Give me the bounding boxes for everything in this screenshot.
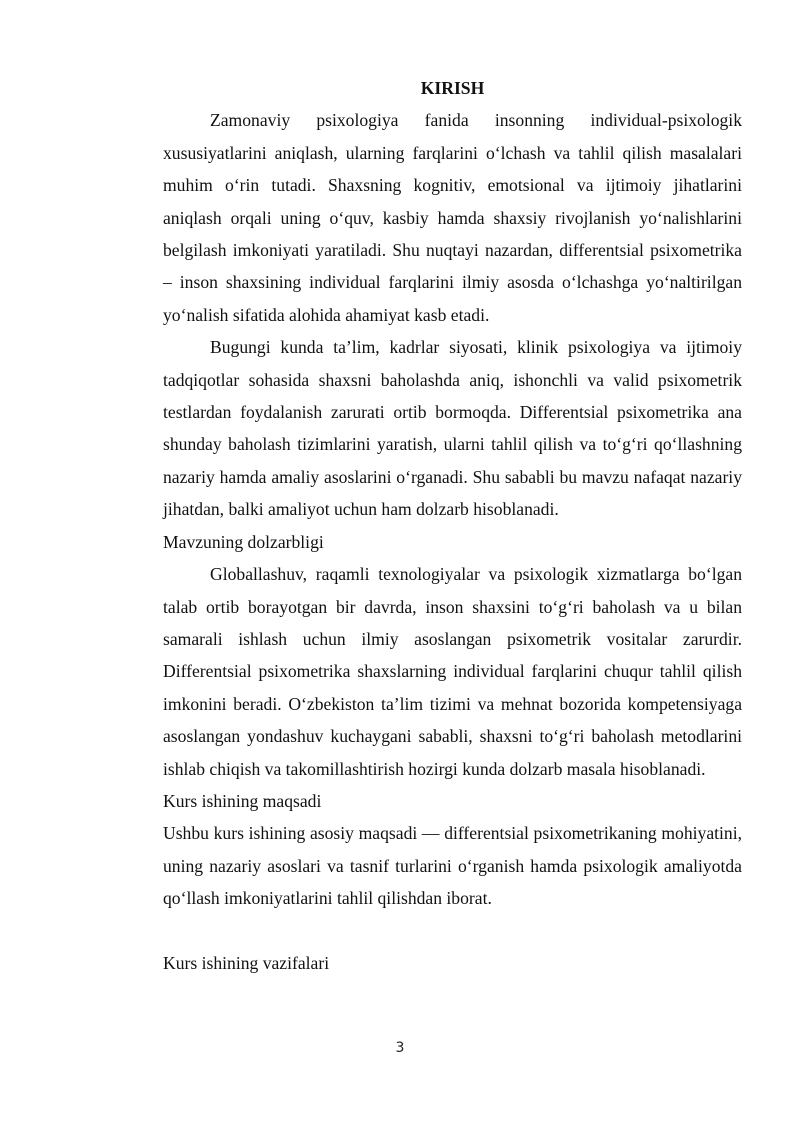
document-title: KIRISH [420,78,485,98]
document-page [163,72,742,979]
blank-line [163,915,742,947]
page-number: 3 [395,1040,405,1056]
tasks-heading: Kurs ishining vazifalari [163,952,330,973]
relevance-paragraph: Globallashuv, raqamli texnologiyalar va psixologik xizmatlarga bo‘lgan talab ortib borayotgan bir davrda, inson shaxsini to‘g‘ri baholash va u bilan samarali ishlash uchun ilmiy asoslangan psixometrik vositalar zarurdir. Differentsial psixometrika shaxslarning individual farqlarini chuqur tahlil qilish imkonini beradi. O‘zbekiston ta’lim tizimi va mehnat bozorida kompetensiyaga asoslangan yondashuv kuchaygani sababli, shaxsni to‘g‘ri baholash metodlarini ishlab chiqish va takomillashtirish hozirgi kunda dolzarb masala hisoblanadi. [163,564,742,779]
intro-paragraph-2: Bugungi kunda ta’lim, kadrlar siyosati, klinik psixologiya va ijtimoiy tadqiqotlar sohasida shaxsni baholashda aniq, ishonchli va valid psixometrik testlardan foydalanish zarurati ortib bormoqda. Differentsial psixometrika ana shunday baholash tizimlarini yaratish, ularni tahlil qilish va to‘g‘ri qo‘llashning nazariy hamda amaliy asoslarini o‘rganadi. Shu sababli bu mavzu nafaqat nazariy jihatdan, balki amaliyot uchun ham dolzarb hisoblanadi. [163,337,742,520]
goal-paragraph: Ushbu kurs ishining asosiy maqsadi — differentsial psixometrikaning mohiyatini, uning nazariy asoslari va tasnif turlarini o‘rganish hamda psixologik amaliyotda qo‘llash imkoniyatlarini tahlil qilishdan iborat. [163,823,742,909]
relevance-heading: Mavzuning dolzarbligi [163,531,324,552]
goal-heading: Kurs ishining maqsadi [163,790,322,811]
intro-paragraph-1: Zamonaviy psixologiya fanida insonning individual-psixologik xususiyatlarini aniqlash, ularning farqlarini o‘lchash va tahlil qilish masalalari muhim o‘rin tutadi. Shaxsning kognitiv, emotsional va ijtimoiy jihatlarini aniqlash orqali uning o‘quv, kasbiy hamda shaxsiy rivojlanish yo‘nalishlarini belgilash imkoniyati yaratiladi. Shu nuqtayi nazardan, differentsial psixometrika – inson shaxsining individual farqlarini ilmiy asosda o‘lchashga yo‘naltirilgan yo‘nalish sifatida alohida ahamiyat kasb etadi. [163,110,742,325]
